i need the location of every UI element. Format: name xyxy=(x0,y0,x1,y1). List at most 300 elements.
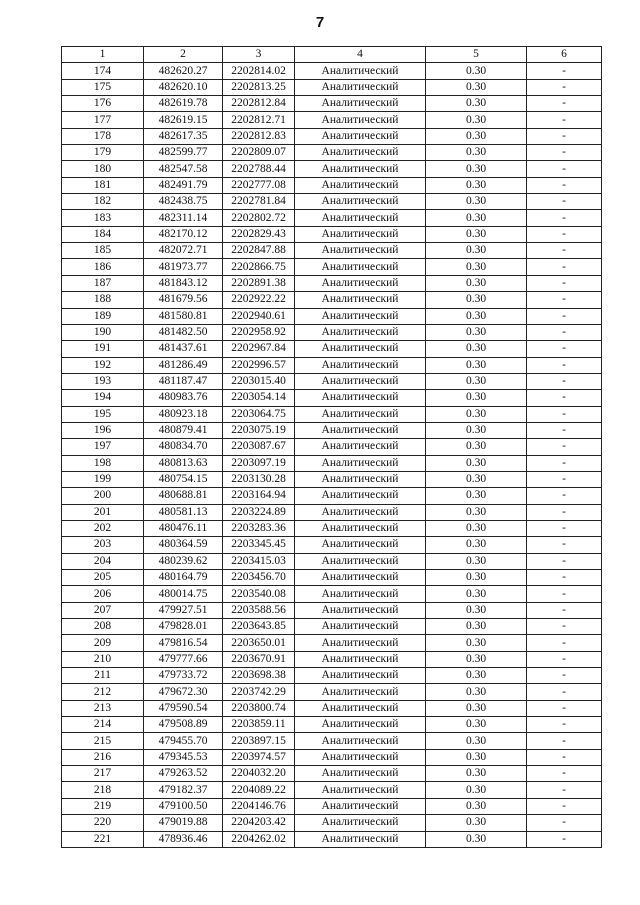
method-cell: Аналитический xyxy=(295,717,426,733)
table-row xyxy=(62,226,602,242)
x-coordinate-cell: 480476.11 xyxy=(144,520,223,536)
point-number-cell: 205 xyxy=(62,570,144,586)
accuracy-cell: 0.30 xyxy=(426,815,527,831)
column-header: 5 xyxy=(426,47,527,63)
table-row xyxy=(62,504,602,520)
column-header: 3 xyxy=(223,47,295,63)
x-coordinate-cell: 481187.47 xyxy=(144,373,223,389)
method-cell: Аналитический xyxy=(295,520,426,536)
point-number-cell: 192 xyxy=(62,357,144,373)
accuracy-cell: 0.30 xyxy=(426,553,527,569)
method-cell: Аналитический xyxy=(295,324,426,340)
x-coordinate-cell: 480164.79 xyxy=(144,570,223,586)
point-number-cell: 221 xyxy=(62,831,144,847)
point-number-cell: 176 xyxy=(62,96,144,112)
accuracy-cell: 0.30 xyxy=(426,341,527,357)
y-coordinate-cell: 2203456.70 xyxy=(223,570,295,586)
y-coordinate-cell: 2202814.02 xyxy=(223,63,295,79)
y-coordinate-cell: 2202866.75 xyxy=(223,259,295,275)
method-cell: Аналитический xyxy=(295,733,426,749)
point-number-cell: 193 xyxy=(62,373,144,389)
table-row xyxy=(62,602,602,618)
point-number-cell: 210 xyxy=(62,651,144,667)
method-cell: Аналитический xyxy=(295,439,426,455)
y-coordinate-cell: 2204146.76 xyxy=(223,798,295,814)
y-coordinate-cell: 2203540.08 xyxy=(223,586,295,602)
point-number-cell: 183 xyxy=(62,210,144,226)
x-coordinate-cell: 480923.18 xyxy=(144,406,223,422)
table-row xyxy=(62,194,602,210)
point-number-cell: 177 xyxy=(62,112,144,128)
point-number-cell: 178 xyxy=(62,128,144,144)
x-coordinate-cell: 482170.12 xyxy=(144,226,223,242)
table-row xyxy=(62,373,602,389)
note-cell: - xyxy=(527,717,602,733)
note-cell: - xyxy=(527,275,602,291)
x-coordinate-cell: 479508.89 xyxy=(144,717,223,733)
accuracy-cell: 0.30 xyxy=(426,357,527,373)
table-row xyxy=(62,619,602,635)
point-number-cell: 201 xyxy=(62,504,144,520)
y-coordinate-cell: 2203859.11 xyxy=(223,717,295,733)
table-row xyxy=(62,145,602,161)
x-coordinate-cell: 479777.66 xyxy=(144,651,223,667)
y-coordinate-cell: 2202812.83 xyxy=(223,128,295,144)
table-row xyxy=(62,766,602,782)
y-coordinate-cell: 2202996.57 xyxy=(223,357,295,373)
point-number-cell: 197 xyxy=(62,439,144,455)
note-cell: - xyxy=(527,635,602,651)
table-row xyxy=(62,324,602,340)
accuracy-cell: 0.30 xyxy=(426,259,527,275)
method-cell: Аналитический xyxy=(295,471,426,487)
point-number-cell: 199 xyxy=(62,471,144,487)
y-coordinate-cell: 2202829.43 xyxy=(223,226,295,242)
accuracy-cell: 0.30 xyxy=(426,308,527,324)
note-cell: - xyxy=(527,308,602,324)
y-coordinate-cell: 2203054.14 xyxy=(223,390,295,406)
point-number-cell: 198 xyxy=(62,455,144,471)
note-cell: - xyxy=(527,161,602,177)
note-cell: - xyxy=(527,733,602,749)
table-row xyxy=(62,357,602,373)
table-row xyxy=(62,243,602,259)
accuracy-cell: 0.30 xyxy=(426,602,527,618)
accuracy-cell: 0.30 xyxy=(426,210,527,226)
note-cell: - xyxy=(527,619,602,635)
note-cell: - xyxy=(527,63,602,79)
note-cell: - xyxy=(527,798,602,814)
x-coordinate-cell: 482547.58 xyxy=(144,161,223,177)
method-cell: Аналитический xyxy=(295,177,426,193)
method-cell: Аналитический xyxy=(295,292,426,308)
point-number-cell: 219 xyxy=(62,798,144,814)
table-row xyxy=(62,161,602,177)
accuracy-cell: 0.30 xyxy=(426,831,527,847)
method-cell: Аналитический xyxy=(295,553,426,569)
method-cell: Аналитический xyxy=(295,537,426,553)
y-coordinate-cell: 2203643.85 xyxy=(223,619,295,635)
y-coordinate-cell: 2203698.38 xyxy=(223,668,295,684)
x-coordinate-cell: 480364.59 xyxy=(144,537,223,553)
table-row xyxy=(62,406,602,422)
table-row xyxy=(62,717,602,733)
y-coordinate-cell: 2203015.40 xyxy=(223,373,295,389)
x-coordinate-cell: 482072.71 xyxy=(144,243,223,259)
table-row xyxy=(62,96,602,112)
y-coordinate-cell: 2202802.72 xyxy=(223,210,295,226)
point-number-cell: 181 xyxy=(62,177,144,193)
y-coordinate-cell: 2203064.75 xyxy=(223,406,295,422)
method-cell: Аналитический xyxy=(295,145,426,161)
accuracy-cell: 0.30 xyxy=(426,570,527,586)
table-row xyxy=(62,308,602,324)
point-number-cell: 207 xyxy=(62,602,144,618)
note-cell: - xyxy=(527,194,602,210)
x-coordinate-cell: 481437.61 xyxy=(144,341,223,357)
table-row xyxy=(62,292,602,308)
table-header-row xyxy=(62,47,602,63)
x-coordinate-cell: 480014.75 xyxy=(144,586,223,602)
point-number-cell: 188 xyxy=(62,292,144,308)
point-number-cell: 212 xyxy=(62,684,144,700)
note-cell: - xyxy=(527,226,602,242)
point-number-cell: 218 xyxy=(62,782,144,798)
method-cell: Аналитический xyxy=(295,275,426,291)
y-coordinate-cell: 2203087.67 xyxy=(223,439,295,455)
x-coordinate-cell: 482617.35 xyxy=(144,128,223,144)
table-row xyxy=(62,635,602,651)
method-cell: Аналитический xyxy=(295,79,426,95)
note-cell: - xyxy=(527,406,602,422)
x-coordinate-cell: 479019.88 xyxy=(144,815,223,831)
table-row xyxy=(62,537,602,553)
accuracy-cell: 0.30 xyxy=(426,684,527,700)
method-cell: Аналитический xyxy=(295,455,426,471)
x-coordinate-cell: 480834.70 xyxy=(144,439,223,455)
column-header: 6 xyxy=(527,47,602,63)
note-cell: - xyxy=(527,602,602,618)
method-cell: Аналитический xyxy=(295,570,426,586)
accuracy-cell: 0.30 xyxy=(426,700,527,716)
point-number-cell: 204 xyxy=(62,553,144,569)
note-cell: - xyxy=(527,455,602,471)
note-cell: - xyxy=(527,782,602,798)
column-header: 2 xyxy=(144,47,223,63)
accuracy-cell: 0.30 xyxy=(426,161,527,177)
point-number-cell: 206 xyxy=(62,586,144,602)
y-coordinate-cell: 2203415.03 xyxy=(223,553,295,569)
accuracy-cell: 0.30 xyxy=(426,194,527,210)
accuracy-cell: 0.30 xyxy=(426,782,527,798)
table-row xyxy=(62,259,602,275)
note-cell: - xyxy=(527,586,602,602)
method-cell: Аналитический xyxy=(295,831,426,847)
y-coordinate-cell: 2202813.25 xyxy=(223,79,295,95)
table-row xyxy=(62,177,602,193)
method-cell: Аналитический xyxy=(295,422,426,438)
x-coordinate-cell: 482438.75 xyxy=(144,194,223,210)
point-number-cell: 213 xyxy=(62,700,144,716)
note-cell: - xyxy=(527,210,602,226)
accuracy-cell: 0.30 xyxy=(426,390,527,406)
point-number-cell: 217 xyxy=(62,766,144,782)
method-cell: Аналитический xyxy=(295,96,426,112)
note-cell: - xyxy=(527,439,602,455)
method-cell: Аналитический xyxy=(295,782,426,798)
note-cell: - xyxy=(527,471,602,487)
table-row xyxy=(62,63,602,79)
x-coordinate-cell: 482311.14 xyxy=(144,210,223,226)
y-coordinate-cell: 2204203.42 xyxy=(223,815,295,831)
y-coordinate-cell: 2202777.08 xyxy=(223,177,295,193)
x-coordinate-cell: 480983.76 xyxy=(144,390,223,406)
accuracy-cell: 0.30 xyxy=(426,749,527,765)
method-cell: Аналитический xyxy=(295,635,426,651)
table-body xyxy=(62,63,602,848)
method-cell: Аналитический xyxy=(295,308,426,324)
table-row xyxy=(62,815,602,831)
y-coordinate-cell: 2203224.89 xyxy=(223,504,295,520)
x-coordinate-cell: 479590.54 xyxy=(144,700,223,716)
point-number-cell: 200 xyxy=(62,488,144,504)
method-cell: Аналитический xyxy=(295,210,426,226)
table-row xyxy=(62,341,602,357)
accuracy-cell: 0.30 xyxy=(426,668,527,684)
point-number-cell: 175 xyxy=(62,79,144,95)
accuracy-cell: 0.30 xyxy=(426,635,527,651)
method-cell: Аналитический xyxy=(295,259,426,275)
x-coordinate-cell: 480813.63 xyxy=(144,455,223,471)
note-cell: - xyxy=(527,292,602,308)
method-cell: Аналитический xyxy=(295,798,426,814)
accuracy-cell: 0.30 xyxy=(426,422,527,438)
note-cell: - xyxy=(527,815,602,831)
x-coordinate-cell: 481843.12 xyxy=(144,275,223,291)
y-coordinate-cell: 2204262.02 xyxy=(223,831,295,847)
y-coordinate-cell: 2203075.19 xyxy=(223,422,295,438)
note-cell: - xyxy=(527,324,602,340)
y-coordinate-cell: 2202847.88 xyxy=(223,243,295,259)
table-row xyxy=(62,471,602,487)
table-row xyxy=(62,651,602,667)
accuracy-cell: 0.30 xyxy=(426,63,527,79)
table-row xyxy=(62,586,602,602)
note-cell: - xyxy=(527,553,602,569)
x-coordinate-cell: 482619.78 xyxy=(144,96,223,112)
accuracy-cell: 0.30 xyxy=(426,292,527,308)
method-cell: Аналитический xyxy=(295,684,426,700)
y-coordinate-cell: 2204089.22 xyxy=(223,782,295,798)
note-cell: - xyxy=(527,570,602,586)
y-coordinate-cell: 2203283.36 xyxy=(223,520,295,536)
method-cell: Аналитический xyxy=(295,406,426,422)
y-coordinate-cell: 2203097.19 xyxy=(223,455,295,471)
x-coordinate-cell: 481580.81 xyxy=(144,308,223,324)
accuracy-cell: 0.30 xyxy=(426,651,527,667)
x-coordinate-cell: 481286.49 xyxy=(144,357,223,373)
point-number-cell: 194 xyxy=(62,390,144,406)
y-coordinate-cell: 2202781.84 xyxy=(223,194,295,210)
point-number-cell: 189 xyxy=(62,308,144,324)
point-number-cell: 203 xyxy=(62,537,144,553)
x-coordinate-cell: 481973.77 xyxy=(144,259,223,275)
note-cell: - xyxy=(527,651,602,667)
y-coordinate-cell: 2202891.38 xyxy=(223,275,295,291)
accuracy-cell: 0.30 xyxy=(426,243,527,259)
table-row xyxy=(62,79,602,95)
note-cell: - xyxy=(527,96,602,112)
y-coordinate-cell: 2202958.92 xyxy=(223,324,295,340)
y-coordinate-cell: 2202809.07 xyxy=(223,145,295,161)
note-cell: - xyxy=(527,145,602,161)
y-coordinate-cell: 2203164.94 xyxy=(223,488,295,504)
method-cell: Аналитический xyxy=(295,749,426,765)
table-row xyxy=(62,112,602,128)
point-number-cell: 190 xyxy=(62,324,144,340)
point-number-cell: 196 xyxy=(62,422,144,438)
method-cell: Аналитический xyxy=(295,488,426,504)
accuracy-cell: 0.30 xyxy=(426,488,527,504)
accuracy-cell: 0.30 xyxy=(426,275,527,291)
method-cell: Аналитический xyxy=(295,357,426,373)
accuracy-cell: 0.30 xyxy=(426,717,527,733)
method-cell: Аналитический xyxy=(295,226,426,242)
y-coordinate-cell: 2203670.91 xyxy=(223,651,295,667)
point-number-cell: 179 xyxy=(62,145,144,161)
x-coordinate-cell: 479100.50 xyxy=(144,798,223,814)
x-coordinate-cell: 479345.53 xyxy=(144,749,223,765)
x-coordinate-cell: 480754.15 xyxy=(144,471,223,487)
accuracy-cell: 0.30 xyxy=(426,733,527,749)
accuracy-cell: 0.30 xyxy=(426,619,527,635)
y-coordinate-cell: 2203650.01 xyxy=(223,635,295,651)
note-cell: - xyxy=(527,831,602,847)
x-coordinate-cell: 479927.51 xyxy=(144,602,223,618)
point-number-cell: 208 xyxy=(62,619,144,635)
note-cell: - xyxy=(527,357,602,373)
point-number-cell: 202 xyxy=(62,520,144,536)
x-coordinate-cell: 479672.30 xyxy=(144,684,223,700)
point-number-cell: 182 xyxy=(62,194,144,210)
accuracy-cell: 0.30 xyxy=(426,520,527,536)
table-row xyxy=(62,700,602,716)
note-cell: - xyxy=(527,700,602,716)
x-coordinate-cell: 482491.79 xyxy=(144,177,223,193)
note-cell: - xyxy=(527,259,602,275)
table-row xyxy=(62,570,602,586)
table-row xyxy=(62,782,602,798)
note-cell: - xyxy=(527,390,602,406)
y-coordinate-cell: 2202967.84 xyxy=(223,341,295,357)
accuracy-cell: 0.30 xyxy=(426,145,527,161)
y-coordinate-cell: 2202788.44 xyxy=(223,161,295,177)
accuracy-cell: 0.30 xyxy=(426,226,527,242)
note-cell: - xyxy=(527,766,602,782)
point-number-cell: 215 xyxy=(62,733,144,749)
y-coordinate-cell: 2203742.29 xyxy=(223,684,295,700)
accuracy-cell: 0.30 xyxy=(426,766,527,782)
x-coordinate-cell: 479828.01 xyxy=(144,619,223,635)
point-number-cell: 180 xyxy=(62,161,144,177)
accuracy-cell: 0.30 xyxy=(426,373,527,389)
y-coordinate-cell: 2202812.84 xyxy=(223,96,295,112)
note-cell: - xyxy=(527,177,602,193)
note-cell: - xyxy=(527,684,602,700)
note-cell: - xyxy=(527,422,602,438)
method-cell: Аналитический xyxy=(295,668,426,684)
accuracy-cell: 0.30 xyxy=(426,177,527,193)
y-coordinate-cell: 2203130.28 xyxy=(223,471,295,487)
method-cell: Аналитический xyxy=(295,815,426,831)
table-row xyxy=(62,210,602,226)
note-cell: - xyxy=(527,112,602,128)
column-header: 4 xyxy=(295,47,426,63)
point-number-cell: 220 xyxy=(62,815,144,831)
x-coordinate-cell: 480581.13 xyxy=(144,504,223,520)
point-number-cell: 195 xyxy=(62,406,144,422)
accuracy-cell: 0.30 xyxy=(426,324,527,340)
method-cell: Аналитический xyxy=(295,128,426,144)
table-row xyxy=(62,275,602,291)
method-cell: Аналитический xyxy=(295,700,426,716)
coordinates-table xyxy=(61,46,602,848)
note-cell: - xyxy=(527,504,602,520)
table-row xyxy=(62,733,602,749)
page-number: 7 xyxy=(315,14,325,31)
method-cell: Аналитический xyxy=(295,194,426,210)
x-coordinate-cell: 482620.27 xyxy=(144,63,223,79)
accuracy-cell: 0.30 xyxy=(426,586,527,602)
x-coordinate-cell: 480688.81 xyxy=(144,488,223,504)
accuracy-cell: 0.30 xyxy=(426,112,527,128)
method-cell: Аналитический xyxy=(295,373,426,389)
accuracy-cell: 0.30 xyxy=(426,439,527,455)
x-coordinate-cell: 482599.77 xyxy=(144,145,223,161)
column-header: 1 xyxy=(62,47,144,63)
accuracy-cell: 0.30 xyxy=(426,504,527,520)
accuracy-cell: 0.30 xyxy=(426,79,527,95)
x-coordinate-cell: 479263.52 xyxy=(144,766,223,782)
note-cell: - xyxy=(527,373,602,389)
accuracy-cell: 0.30 xyxy=(426,96,527,112)
table-row xyxy=(62,831,602,847)
y-coordinate-cell: 2203345.45 xyxy=(223,537,295,553)
x-coordinate-cell: 479816.54 xyxy=(144,635,223,651)
point-number-cell: 214 xyxy=(62,717,144,733)
accuracy-cell: 0.30 xyxy=(426,537,527,553)
method-cell: Аналитический xyxy=(295,602,426,618)
table-row xyxy=(62,128,602,144)
method-cell: Аналитический xyxy=(295,619,426,635)
point-number-cell: 187 xyxy=(62,275,144,291)
method-cell: Аналитический xyxy=(295,390,426,406)
method-cell: Аналитический xyxy=(295,586,426,602)
note-cell: - xyxy=(527,341,602,357)
method-cell: Аналитический xyxy=(295,243,426,259)
table-row xyxy=(62,553,602,569)
accuracy-cell: 0.30 xyxy=(426,798,527,814)
y-coordinate-cell: 2202812.71 xyxy=(223,112,295,128)
x-coordinate-cell: 482620.10 xyxy=(144,79,223,95)
x-coordinate-cell: 479455.70 xyxy=(144,733,223,749)
point-number-cell: 174 xyxy=(62,63,144,79)
x-coordinate-cell: 481482.50 xyxy=(144,324,223,340)
y-coordinate-cell: 2202940.61 xyxy=(223,308,295,324)
table-row xyxy=(62,439,602,455)
point-number-cell: 191 xyxy=(62,341,144,357)
method-cell: Аналитический xyxy=(295,161,426,177)
